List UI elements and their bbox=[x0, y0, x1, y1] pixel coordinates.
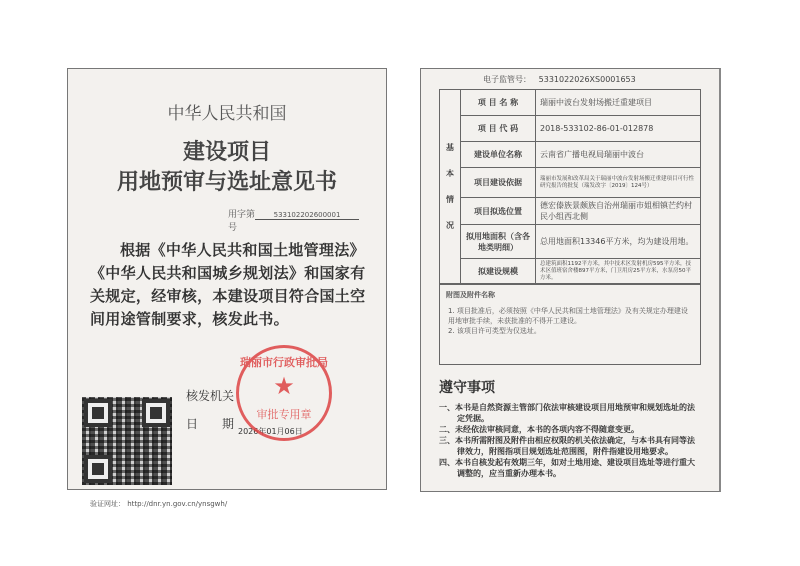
electronic-number bbox=[483, 74, 636, 85]
certificate-body: 根据《中华人民共和国土地管理法》《中华人民共和国城乡规划法》和国家有关规定，经审核，本建设项目符合国土空间用途管制要求，核发此书。 bbox=[90, 241, 366, 328]
row-label: 项 目 代 码 bbox=[461, 116, 536, 142]
date-label: 日 期 bbox=[186, 417, 235, 431]
rules-section bbox=[439, 380, 701, 479]
rule-item: 三、本书所需附图及附件由相应权限的机关依法确定，与本书具有同等法律效力，附图指项目规划选址范围图，附件指建设用地要求。 bbox=[439, 436, 695, 456]
qr-code bbox=[82, 397, 172, 485]
number-value: 533102202600001 bbox=[255, 211, 359, 220]
star-icon: ★ bbox=[273, 372, 295, 400]
row-label: 建设单位名称 bbox=[461, 142, 536, 168]
number-suffix: 号 bbox=[228, 223, 238, 233]
certificate-number bbox=[228, 207, 368, 233]
official-seal bbox=[236, 345, 332, 441]
seal-subtext: 审批专用章 bbox=[256, 408, 312, 421]
attachment-item: 1. 项目批准后，必须按照《中华人民共和国土地管理法》及有关规定办理建设用地审批手续，未获批准的不得开工建设。 bbox=[448, 307, 688, 325]
row-label: 项 目 名 称 bbox=[461, 90, 536, 116]
verify-url[interactable]: http://dnr.yn.gov.cn/ynsgwh/ bbox=[127, 500, 228, 508]
row-value: 总建筑面积1192平方米，其中技术区发射机房595平方米，技术区值班宿舍楼897平方米，门卫用房25平方米，水泵房50平方米。 bbox=[536, 259, 701, 285]
rules-title: 遵守事项 bbox=[439, 380, 495, 396]
row-value: 2018-533102-86-01-012878 bbox=[536, 116, 701, 142]
rule-item: 四、本书自核发起有效期三年，如对土地用途、建设项目选址等进行重大调整的，应当重新办理本书。 bbox=[439, 458, 695, 478]
number-prefix: 用字第 bbox=[228, 210, 256, 220]
side-label: 基 本 情 况 bbox=[440, 90, 461, 285]
title-line-2: 用地预审与选址意见书 bbox=[116, 170, 337, 195]
row-value: 云南省广播电视局瑞丽中波台 bbox=[536, 142, 701, 168]
certificate-front-page bbox=[67, 68, 387, 490]
attachments-title: 附图及附件名称 bbox=[446, 291, 495, 299]
row-value: 德宏傣族景颇族自治州瑞丽市姐相镇芒约村民小组西北侧 bbox=[536, 198, 701, 225]
verify-label: 验证网址： bbox=[90, 500, 125, 508]
seal-text: 瑞丽市行政审批局 bbox=[240, 356, 328, 369]
attachment-item: 2. 该项目许可类型为仅选址。 bbox=[448, 327, 541, 335]
issuer-label: 核发机关 bbox=[186, 389, 235, 403]
row-value: 瑞丽市发展和改革局关于瑞丽中波台发射场搬迁重建项目可行性研究报告的批复（瑞发改字〔2019〕124号） bbox=[536, 168, 701, 198]
row-label: 拟用地面积（含各地类明细） bbox=[461, 225, 536, 259]
row-label: 拟建设规模 bbox=[461, 259, 536, 285]
rule-item: 一、本书是自然资源主管部门依法审核建设项目用地预审和规划选址的法定凭据。 bbox=[439, 403, 695, 423]
issue-date: 2026年01月06日 bbox=[238, 427, 303, 436]
title-line-1: 建设项目 bbox=[182, 140, 271, 165]
attachments-box bbox=[439, 283, 701, 365]
row-label: 项目拟选位置 bbox=[461, 198, 536, 225]
row-label: 项目建设依据 bbox=[461, 168, 536, 198]
certificate-back-page bbox=[420, 68, 721, 492]
eno-value: 5331022026XS0001653 bbox=[538, 75, 636, 84]
row-value: 总用地面积13346平方米，均为建设用地。 bbox=[536, 225, 701, 259]
rule-item: 二、未经依法审核同意，本书的各项内容不得随意变更。 bbox=[439, 425, 639, 434]
row-value: 瑞丽中波台发射场搬迁重建项目 bbox=[536, 90, 701, 116]
basic-info-table bbox=[439, 89, 701, 285]
verify-line bbox=[90, 499, 227, 509]
country-name: 中华人民共和国 bbox=[167, 104, 287, 124]
eno-label: 电子监管号： bbox=[483, 75, 531, 84]
